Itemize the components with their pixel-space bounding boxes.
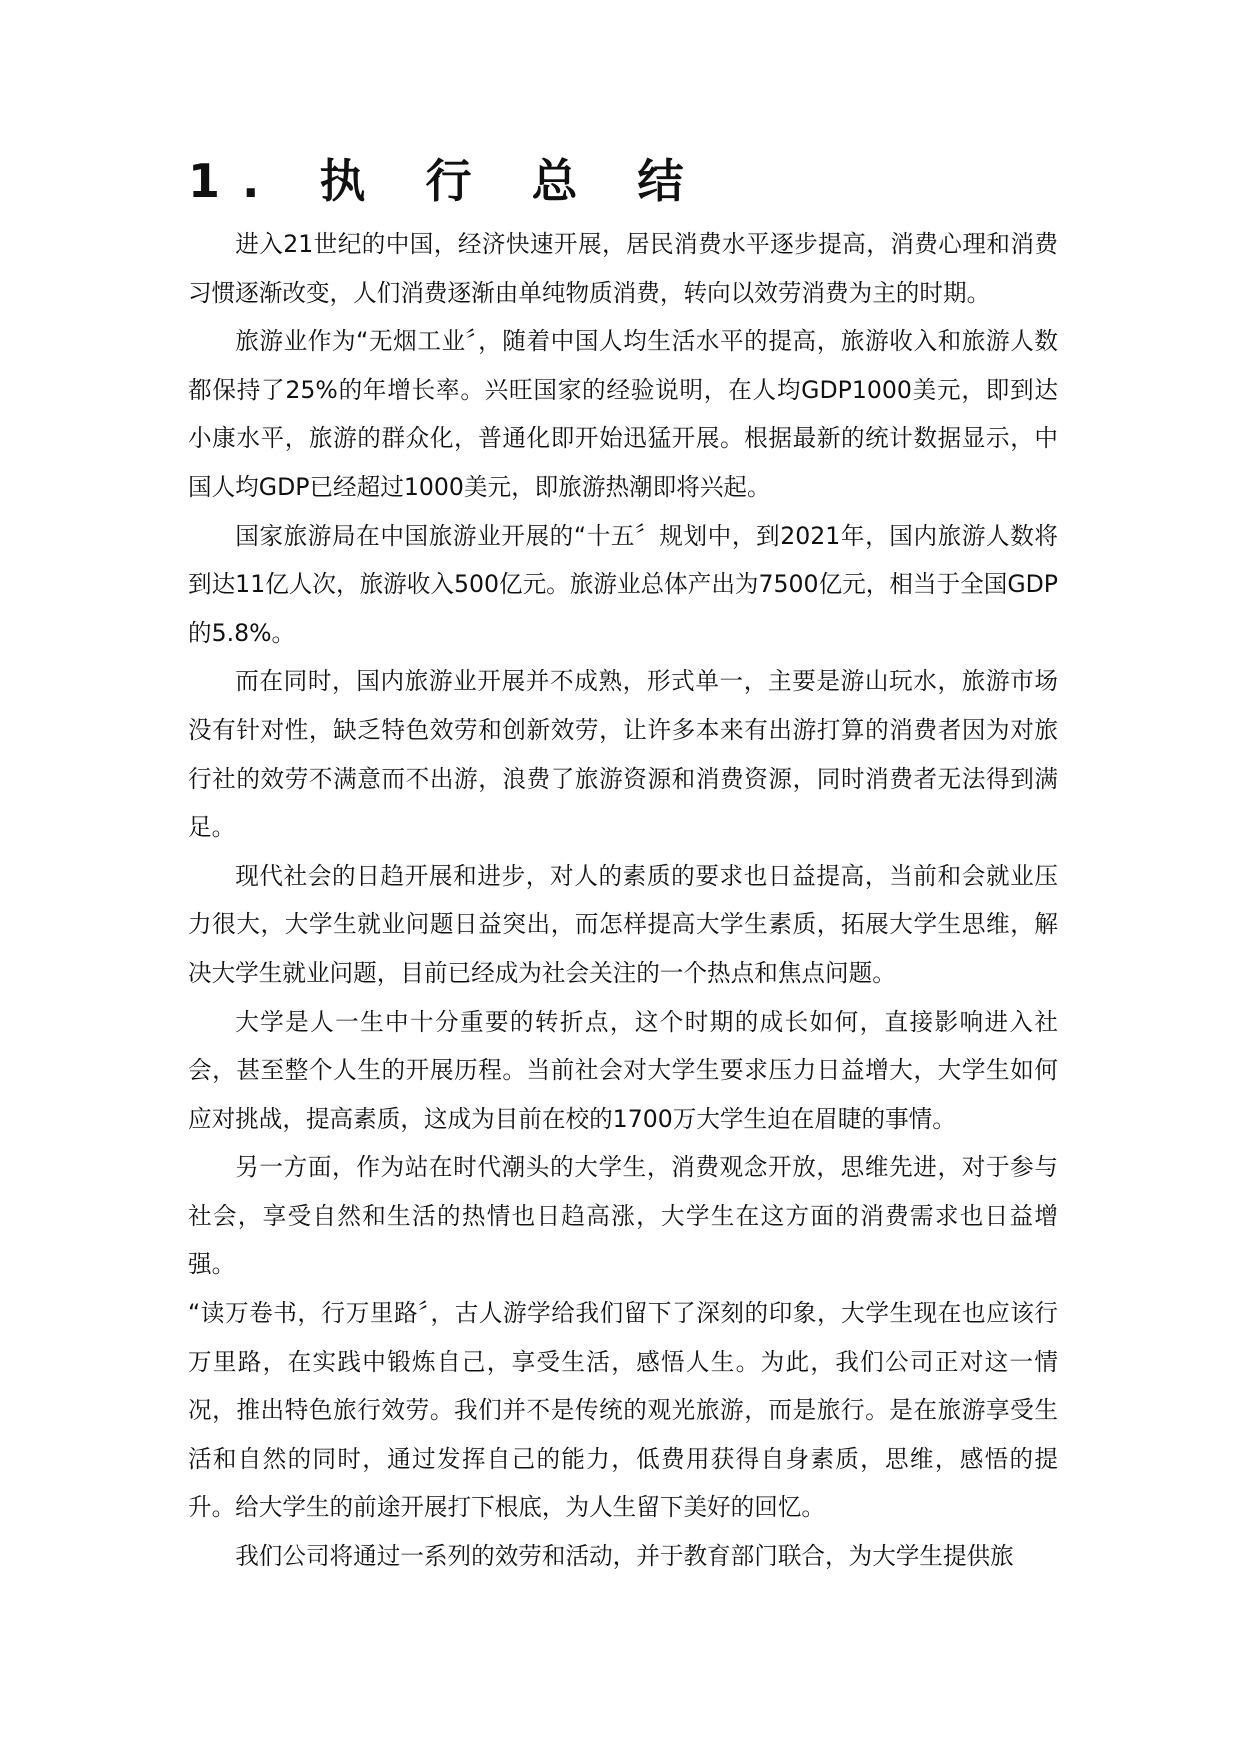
paragraph-8: “读万卷书，行万里路〞，古人游学给我们留下了深刻的印象，大学生现在也应该行万里路，在实践中锻炼自己，享受生活，感悟人生。为此，我们公司正对这一情况，推出特色旅行效劳。我们并不是传统的观光旅游，而是旅行。是在旅游享受生活和自然的同时，通过发挥自己的能力，低费用获得自身素质，思维，感悟的提升。给大学生的前途开展打下根底，为人生留下美好的回忆。 — [188, 1299, 1058, 1522]
paragraph-9: 我们公司将通过一系列的效劳和活动，并于教育部门联合，为大学生提供旅 — [235, 1542, 1014, 1571]
paragraph-4: 而在同时，国内旅游业开展并不成熟，形式单一，主要是游山玩水，旅游市场没有针对性，缺乏特色效劳和创新效劳，让许多本来有出游打算的消费者因为对旅行社的效劳不满意而不出游，浪费了旅游资源和消费资源，同时消费者无法得到满足。 — [188, 667, 1058, 842]
paragraph-6: 大学是人一生中十分重要的转折点，这个时期的成长如何，直接影响进入社会，甚至整个人生的开展历程。当前社会对大学生要求压力日益增大，大学生如何应对挑战，提高素质，这成为目前在校的1700万大学生迫在眉睫的事情。 — [188, 1007, 1058, 1133]
paragraph-3: 国家旅游局在中国旅游业开展的“十五〞规划中，到2021年，国内旅游人数将到达11亿人次，旅游收入500亿元。旅游业总体产出为7500亿元，相当于全国GDP的5.8%。 — [188, 521, 1058, 647]
page-content — [188, 148, 1058, 1581]
paragraph-5: 现代社会的日趋开展和进步，对人的素质的要求也日益提高，当前和会就业压力很大，大学生就业问题日益突出，而怎样提高大学生素质，拓展大学生思维，解决大学生就业问题，目前已经成为社会关注的一个热点和焦点问题。 — [188, 861, 1058, 987]
paragraph-7: 另一方面，作为站在时代潮头的大学生，消费观念开放，思维先进，对于参与社会，享受自然和生活的热情也日趋高涨，大学生在这方面的消费需求也日益增强。 — [188, 1153, 1058, 1279]
paragraph-2: 旅游业作为“无烟工业〞，随着中国人均生活水平的提高，旅游收入和旅游人数都保持了25%的年增长率。兴旺国家的经验说明，在人均GDP1000美元，即到达小康水平，旅游的群众化，普通化即开始迅猛开展。根据最新的统计数据显示，中国人均GDP已经超过1000美元，即旅游热潮即将兴起。 — [188, 327, 1058, 501]
paragraph-1: 进入21世纪的中国，经济快速开展，居民消费水平逐步提高，消费心理和消费习惯逐渐改变，人们消费逐渐由单纯物质消费，转向以效劳消费为主的时期。 — [188, 230, 1058, 307]
section-heading: 1. 执 行 总 结 — [188, 154, 706, 208]
